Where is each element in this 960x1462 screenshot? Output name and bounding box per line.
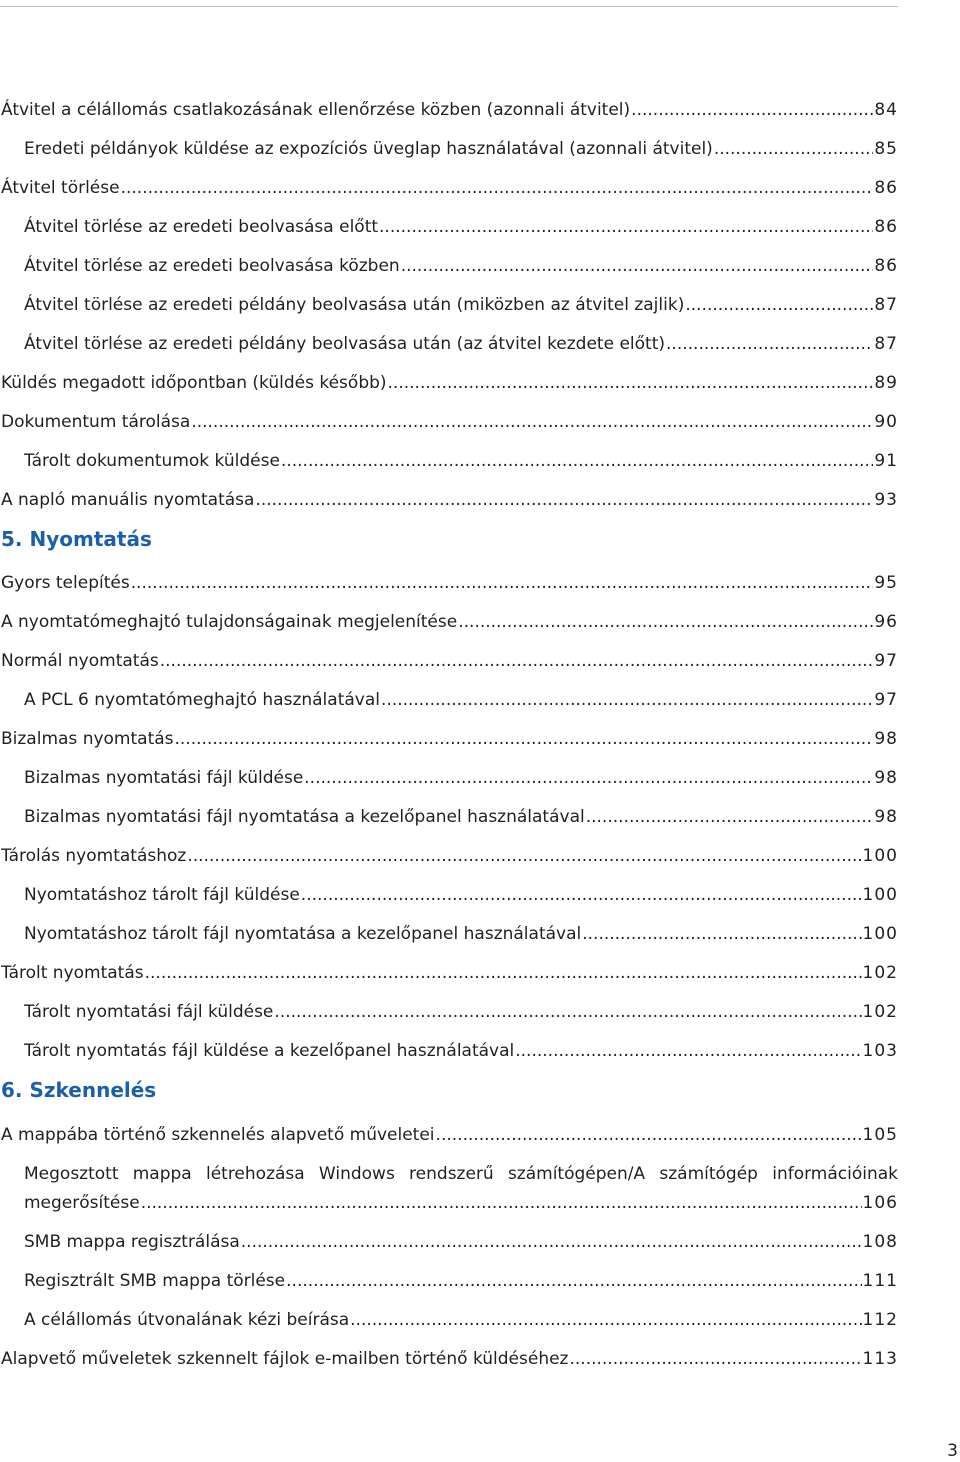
toc-entry[interactable]: Tárolt dokumentumok küldése ..... 91 (24, 450, 898, 472)
toc-entry[interactable]: A PCL 6 nyomtatómeghajtó használatával ..... 97 (24, 689, 898, 711)
toc-entry[interactable]: A nyomtatómeghajtó tulajdonságainak megjelenítése ..... 96 (1, 611, 898, 633)
toc-page-number: 108 (862, 1232, 898, 1252)
toc-page-number: 93 (874, 490, 898, 510)
toc-page-number: 100 (862, 846, 898, 866)
toc-entry[interactable]: Bizalmas nyomtatási fájl nyomtatása a kezelőpanel használatával ..... 98 (24, 806, 898, 828)
toc-entry[interactable]: Tárolt nyomtatás fájl küldése a kezelőpanel használatával ..... 103 (24, 1040, 898, 1062)
toc-entry[interactable]: Átvitel törlése ..... 86 (1, 177, 898, 199)
toc-page-number: 84 (874, 100, 898, 120)
toc-page-number: 90 (874, 412, 898, 432)
toc-entry[interactable]: SMB mappa regisztrálása ..... 108 (24, 1231, 898, 1253)
toc-entry[interactable]: Átvitel törlése az eredeti beolvasása előtt ..... 86 (24, 216, 898, 238)
toc-entry[interactable]: Átvitel törlése az eredeti példány beolvasása után (az átvitel kezdete előtt) ..... 87 (24, 333, 898, 355)
toc-entry[interactable]: Normál nyomtatás ..... 97 (1, 650, 898, 672)
toc-page-number: 97 (874, 651, 898, 671)
toc-entry[interactable]: Alapvető műveletek szkennelt fájlok e-mailben történő küldéséhez ..... 113 (1, 1348, 898, 1370)
page-number: 3 (947, 1441, 958, 1461)
toc-entry[interactable]: Gyors telepítés ..... 95 (1, 572, 898, 594)
toc-entry[interactable]: Tárolt nyomtatás ..... 102 (1, 962, 898, 984)
toc-page-number: 102 (862, 963, 898, 983)
toc-entry[interactable]: A célállomás útvonalának kézi beírása ..... 112 (24, 1309, 898, 1331)
toc-page-number: 100 (862, 924, 898, 944)
header-rule (0, 6, 898, 7)
toc-page-number: 98 (874, 807, 898, 827)
chapter-heading[interactable]: 5. Nyomtatás (1, 527, 152, 551)
toc-page-number: 97 (874, 690, 898, 710)
toc-page-number: 86 (874, 256, 898, 276)
toc-page-number: 95 (874, 573, 898, 593)
toc-entry-multiline[interactable]: Megosztott mappa létrehozása Windows rendszerű számítógépen/A számítógép információinak megerősítése ..... 106 (24, 1163, 898, 1214)
toc-page-number: 98 (874, 768, 898, 788)
toc-page-number: 87 (874, 334, 898, 354)
toc-page-number: 87 (874, 295, 898, 315)
toc-page-number: 89 (874, 373, 898, 393)
toc-page-number: 91 (874, 451, 898, 471)
toc-entry[interactable]: Nyomtatáshoz tárolt fájl nyomtatása a kezelőpanel használatával ..... 100 (24, 923, 898, 945)
toc-entry[interactable]: Regisztrált SMB mappa törlése ..... 111 (24, 1270, 898, 1292)
toc-page-number: 106 (862, 1193, 898, 1213)
toc-entry[interactable]: Bizalmas nyomtatási fájl küldése ..... 98 (24, 767, 898, 789)
toc-entry[interactable]: Tárolt nyomtatási fájl küldése ..... 102 (24, 1001, 898, 1023)
toc-page-number: 85 (874, 139, 898, 159)
toc-entry[interactable]: A mappába történő szkennelés alapvető műveletei ..... 105 (1, 1124, 898, 1146)
toc-entry[interactable]: Átvitel törlése az eredeti példány beolvasása után (miközben az átvitel zajlik) ..... 87 (24, 294, 898, 316)
toc-page-number: 113 (862, 1349, 898, 1369)
toc-page-number: 86 (874, 217, 898, 237)
toc-page-number: 111 (862, 1271, 898, 1291)
toc-page-number: 102 (862, 1002, 898, 1022)
toc-entry[interactable]: Nyomtatáshoz tárolt fájl küldése ..... 100 (24, 884, 898, 906)
toc-page-number: 98 (874, 729, 898, 749)
toc-page-number: 100 (862, 885, 898, 905)
toc-page-number: 96 (874, 612, 898, 632)
toc-entry[interactable]: Tárolás nyomtatáshoz ..... 100 (1, 845, 898, 867)
toc-entry[interactable]: Eredeti példányok küldése az expozíciós üveglap használatával (azonnali átvitel) ..... 85 (24, 138, 898, 160)
toc-entry[interactable]: Átvitel a célállomás csatlakozásának ellenőrzése közben (azonnali átvitel) ..... 84 (1, 99, 898, 121)
toc-entry[interactable]: Átvitel törlése az eredeti beolvasása közben ..... 86 (24, 255, 898, 277)
chapter-heading[interactable]: 6. Szkennelés (1, 1078, 157, 1102)
toc-page-number: 105 (862, 1125, 898, 1145)
toc-page-number: 112 (862, 1310, 898, 1330)
toc-entry[interactable]: Bizalmas nyomtatás ..... 98 (1, 728, 898, 750)
toc-entry[interactable]: A napló manuális nyomtatása ..... 93 (1, 489, 898, 511)
toc-entry[interactable]: Dokumentum tárolása ..... 90 (1, 411, 898, 433)
toc-entry[interactable]: Küldés megadott időpontban (küldés később) ..... 89 (1, 372, 898, 394)
toc-page-number: 86 (874, 178, 898, 198)
toc-page-number: 103 (862, 1041, 898, 1061)
